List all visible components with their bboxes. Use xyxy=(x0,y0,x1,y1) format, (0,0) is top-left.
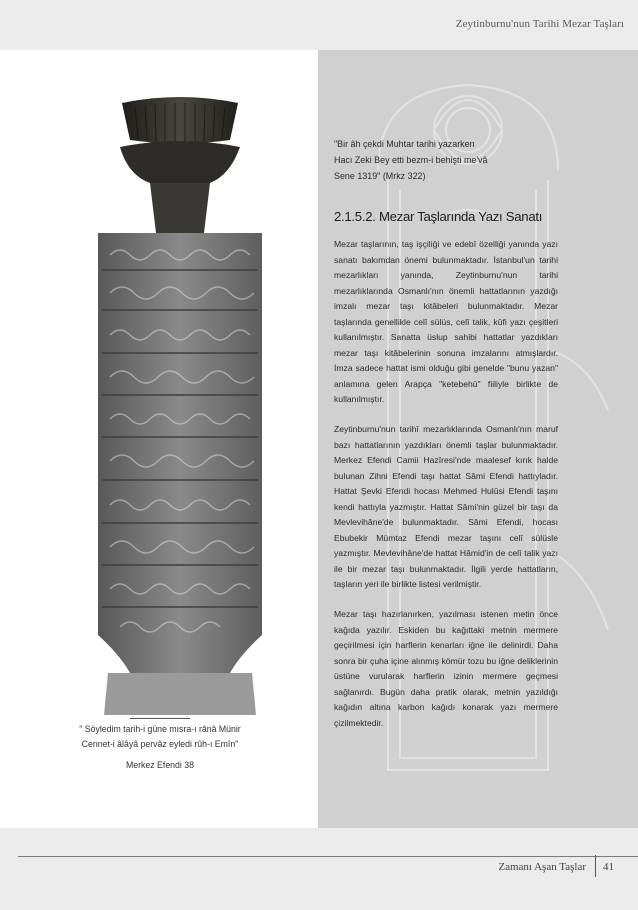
caption-rule xyxy=(130,718,190,719)
caption-line: " Söyledim tarih-i güne mısra-ı rânâ Münir xyxy=(79,724,241,734)
running-footer: Zamanı Aşan Taşlar xyxy=(498,861,586,873)
quote-line: Sene 1319" (Mrkz 322) xyxy=(334,171,426,181)
running-header: Zeytinburnu'nun Tarihi Mezar Taşları xyxy=(455,18,624,30)
quote-line: Hacı Zeki Bey etti bezm-i behişti me'vâ xyxy=(334,155,488,165)
body-paragraph: Mezar taşı hazırlanırken, yazılması istenen metin önce kağıda yazılır. Eskiden bu kağıttaki metnin mermere geçirilmesi için harflerin kenarları iğne ile delinirdi. Daha sonra bir çuha içine alınmış kömür tozu bu iğne deliklerinin üstüne vurularak harflerin izinin mermere geçmesi sağlanırdı. Bugün daha pratik olarak, metnin yazıldığı kağıdın altına karbon kağıdı konarak yazı mermere çizilmektedir. xyxy=(334,609,558,728)
body-paragraph: Mezar taşlarının, taş işçiliği ve edebî özelliği yanında yazı sanatı bakımdan önemi bulunmaktadır. İstanbul'un tarihi mezarlıkları yanında, Zeytinburnu'nun tarihi mezarlıklarında Osmanlı'nın önemli hattatlarının yazdığı imzalı mezar taşı kitâbeleri bulunmaktadır. Mezar taşlarında genellikle celî sülüs, celî talik, kûfi yazı çeşitleri kullanılmıştır. Sanatta üslup sahibi hattatlar yazdıkları mezar taşı kitâbelerinin sonuna imzalarını atmışlardır. İmza sadece hattat ismi olduğu gibi genelde "bunu yazan" anlamına gelen Arapça "ketebehû" fiiliyle birlikte de kullanılmıştır. xyxy=(334,239,558,405)
caption-line: Cennet-i âlâyâ pervâz eyledi rûh-ı Emîn" xyxy=(81,739,239,749)
footer-separator xyxy=(595,855,596,877)
page-number: 41 xyxy=(603,861,614,873)
caption-credit: Merkez Efendi 38 xyxy=(125,760,195,770)
footer-rule xyxy=(18,856,638,857)
tombstone-image xyxy=(80,95,280,715)
quote-line: "Bir âh çekdi Muhtar tarihi yazarken xyxy=(334,139,475,149)
body-paragraph: Zeytinburnu'nun tarihî mezarlıklarında Osmanlı'nın maruf bazı hattatlarının yazdıkları önemli taşlar bulunmaktadır. Merkez Efendi Camii Hazîresi'nde maalesef kırık halde bulunan Zihni Efendi taşı hattat Sâmi Efendi hattıyladır. Hattat Şevki Efendi hocası Mehmed Hulûsi Efendi taşını kendi hattıyla yazmıştır. Hattat Sâmi'nin güzel bir taşı da Mevlevihâne'de bulunmaktadır. Sâmi Efendi, hocası Ebubekir Mümtaz Efendi mezar taşını celî sülüsle yazmıştır. Mevlevihâne'de hattat Hâmid'in de celî talik yazı ile bir mezar taşı bulunmaktadır. İlgili yerde hattatların, taşların yeri ile birlikte listesi verilmiştir. xyxy=(334,424,558,590)
article-column xyxy=(334,136,558,745)
section-heading: 2.1.5.2. Mezar Taşlarında Yazı Sanatı xyxy=(334,209,543,224)
figure-caption xyxy=(66,722,254,773)
epitaph-quote xyxy=(334,136,559,184)
